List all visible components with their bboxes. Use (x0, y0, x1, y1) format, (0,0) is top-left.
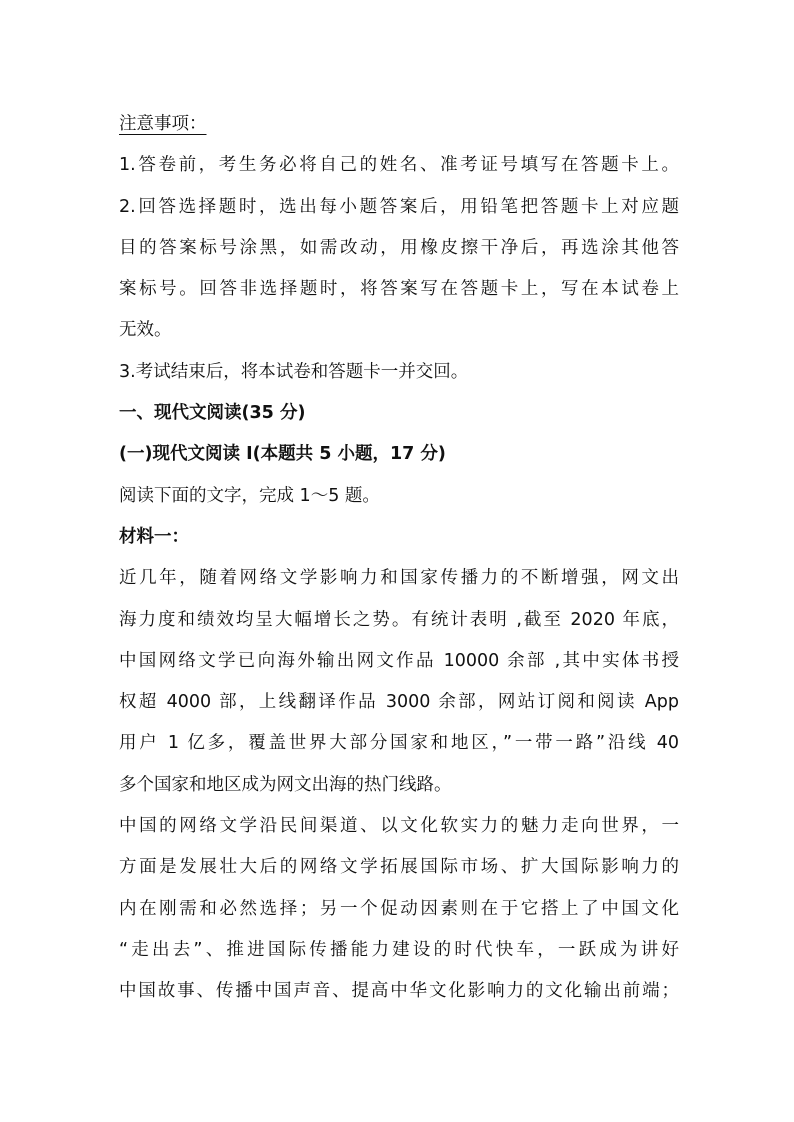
notice-item-1: 1.答卷前，考生务必将自己的姓名、准考证号填写在答题卡上。 (119, 155, 679, 176)
exam-page (119, 104, 679, 1013)
paragraph-1-line-4: 权超 4000 部，上线翻译作品 3000 余部，网站订阅和阅读 App (119, 692, 679, 713)
subsection-heading: (一)现代文阅读 I(本题共 5 小题，17 分) (119, 444, 446, 465)
paragraph-1-line-3: 中国网络文学已向海外输出网文作品 10000 余部 ,其中实体书授 (119, 650, 679, 671)
reading-instruction: 阅读下面的文字，完成 1～5 题。 (119, 485, 380, 506)
notice-title: 注意事项： (119, 114, 207, 134)
paragraph-2-line-5: 中国故事、传播中国声音、提高中华文化影响力的文化输出前端； (119, 981, 679, 1002)
notice-item-3: 3.考试结束后，将本试卷和答题卡一并交回。 (119, 361, 469, 382)
notice-item-2-line-4: 无效。 (119, 320, 172, 341)
paragraph-2-line-3: 内在刚需和必然选择；另一个促动因素则在于它搭上了中国文化 (119, 898, 679, 919)
notice-item-2-line-3: 案标号。回答非选择题时，将答案写在答题卡上，写在本试卷上 (119, 279, 679, 300)
notice-item-2-line-1: 2.回答选择题时，选出每小题答案后，用铅笔把答题卡上对应题 (119, 196, 679, 217)
material-label: 材料一： (119, 526, 189, 547)
paragraph-1-line-1: 近几年，随着网络文学影响力和国家传播力的不断增强，网文出 (119, 568, 679, 589)
paragraph-2-line-2: 方面是发展壮大后的网络文学拓展国际市场、扩大国际影响力的 (119, 857, 679, 878)
notice-item-2-line-2: 目的答案标号涂黑，如需改动，用橡皮擦干净后，再选涂其他答 (119, 237, 679, 258)
paragraph-1-line-5: 用户 1 亿多，覆盖世界大部分国家和地区，”一带一路”沿线 40 (119, 733, 679, 754)
paragraph-1-line-6: 多个国家和地区成为网文出海的热门线路。 (119, 774, 452, 795)
paragraph-1-line-2: 海力度和绩效均呈大幅增长之势。有统计表明 ,截至 2020 年底， (119, 609, 679, 630)
paragraph-2-line-1: 中国的网络文学沿民间渠道、以文化软实力的魅力走向世界，一 (119, 816, 679, 837)
section-heading: 一、现代文阅读(35 分) (119, 403, 306, 424)
paragraph-2-line-4: “走出去”、推进国际传播能力建设的时代快车，一跃成为讲好 (119, 939, 679, 960)
